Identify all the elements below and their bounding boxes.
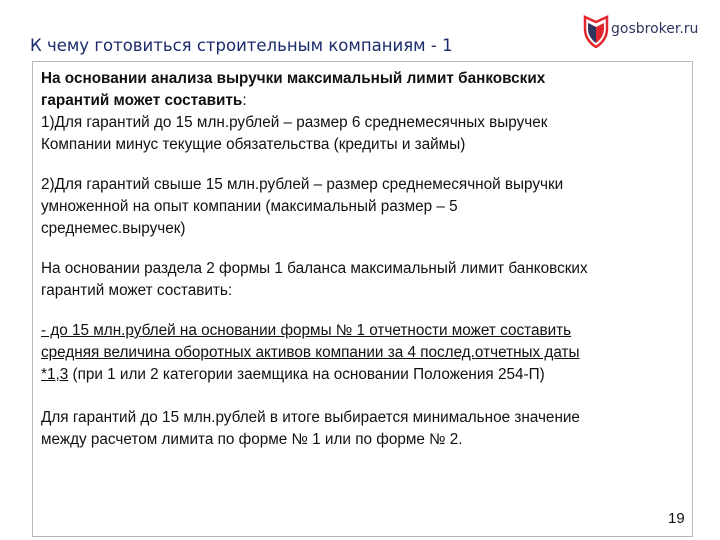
paragraph-over-15m: [41, 174, 691, 240]
paragraph-line: На основании анализа выручки максимальный лимит банковских: [41, 70, 546, 87]
gosbroker-logo: [583, 14, 713, 48]
underlined-line: средняя величина оборотных активов компании за 4 послед.отчетных даты: [41, 344, 580, 361]
paragraph-line: между расчетом лимита по форме № 1 или по форме № 2.: [41, 431, 463, 448]
paragraph-balance-form: [41, 258, 691, 302]
paragraph-line: 2)Для гарантий свыше 15 млн.рублей – размер среднемесячной выручки: [41, 176, 564, 193]
paragraph-line: среднемес.выручек): [41, 220, 186, 237]
paragraph-revenue-analysis: [41, 68, 691, 156]
underlined-line: - до 15 млн.рублей на основании формы № 1 отчетности может составить: [41, 322, 572, 339]
paragraph-line: умноженной на опыт компании (максимальный размер – 5: [41, 198, 458, 215]
colon-text: :: [242, 92, 247, 109]
paragraph-line: 1)Для гарантий до 15 млн.рублей – размер 6 среднемесячных выручек: [41, 114, 548, 131]
regulation-text: (при 1 или 2 категории заемщика на основании Положения 254-П): [68, 366, 545, 383]
paragraph-line: гарантий может составить:: [41, 282, 233, 299]
paragraph-line: [41, 364, 691, 386]
paragraph-form1-limit: [41, 320, 691, 386]
paragraph-line: [41, 90, 691, 112]
bold-text: гарантий может составить: [41, 92, 243, 109]
paragraph-summary: [41, 407, 691, 451]
paragraph-line: На основании раздела 2 формы 1 баланса максимальный лимит банковских: [41, 260, 588, 277]
slide-title: К чему готовиться строительным компаниям - 1: [30, 36, 453, 55]
paragraph-line: Для гарантий до 15 млн.рублей в итоге выбирается минимальное значение: [41, 409, 580, 426]
logo-text: gosbroker.ru: [611, 21, 699, 37]
shield-logo-icon: [583, 14, 609, 48]
paragraph-line: Компании минус текущие обязательства (кредиты и займы): [41, 136, 466, 153]
page-number: 19: [668, 510, 685, 527]
coefficient-text: *1,3: [41, 366, 69, 383]
